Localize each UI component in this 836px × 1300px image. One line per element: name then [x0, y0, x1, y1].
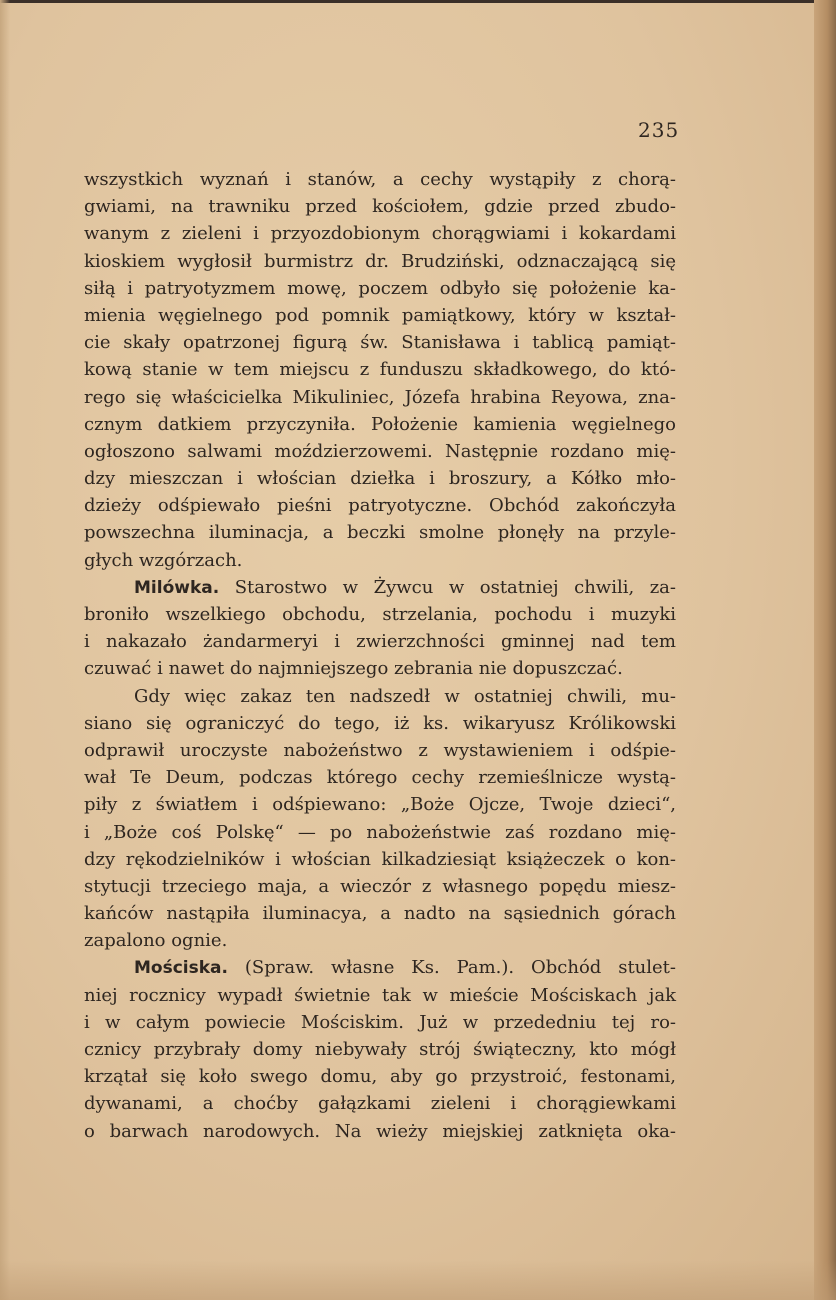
section-heading-mosciska: Mościska.: [134, 958, 228, 979]
page-left-shade: [0, 0, 10, 1300]
text-line: i „Boże coś Polskę“ — po nabożeństwie zaś rozdano mię-: [84, 821, 676, 843]
text-line: wanym z zieleni i przyozdobionym chorągwiami i kokardami: [84, 223, 676, 245]
text-line: siłą i patryotyzmem mowę, poczem odbyło się położenie ka-: [84, 277, 676, 299]
text-line: rego się właścicielka Mikuliniec, Józefa hrabina Reyowa, zna-: [84, 386, 676, 408]
page-bottom-shade: [0, 1260, 836, 1300]
text-line: Gdy więc zakaz ten nadszedł w ostatniej chwili, mu-: [134, 685, 676, 707]
text-line: o barwach narodowych. Na wieży miejskiej zatknięta oka-: [84, 1120, 676, 1142]
text-line: cie skały opatrzonej figurą św. Stanisława i tablicą pamiąt-: [84, 332, 676, 354]
text-line: [84, 954, 676, 981]
text-line: niej rocznicy wypadł świetnie tak w mieście Mościskach jak: [84, 984, 676, 1006]
text-line: [84, 574, 676, 601]
text-line: czuwać i nawet do najmniejszego zebrania nie dopuszczać.: [84, 658, 623, 680]
text-line: wał Te Deum, podczas którego cechy rzemieślnicze wystą-: [84, 767, 676, 789]
page-number: 235: [638, 118, 680, 142]
text-line: i nakazało żandarmeryi i zwierzchności gminnej nad tem: [84, 631, 676, 653]
section-heading-milowka: Milówka.: [134, 577, 220, 598]
text-line: dywanami, a choćby gałązkami zieleni i chorągiewkami: [84, 1093, 676, 1115]
text-line: kową stanie w tem miejscu z funduszu składkowego, do któ-: [84, 359, 676, 381]
text-line: odprawił uroczyste nabożeństwo z wystawieniem i odśpie-: [84, 739, 676, 761]
text-line: i w całym powiecie Mościskim. Już w przededniu tej ro-: [84, 1011, 676, 1033]
text-line: kioskiem wygłosił burmistrz dr. Brudziński, odznaczającą się: [84, 250, 676, 272]
page-right-edge: [814, 0, 836, 1300]
text-line: zapalono ognie.: [84, 930, 228, 952]
text-line: głych wzgórzach.: [84, 549, 243, 571]
text-line: dzy mieszczan i włościan dziełka i broszury, a Kółko mło-: [84, 468, 676, 490]
text-line: cznym datkiem przyczyniła. Położenie kamienia węgielnego: [84, 413, 676, 435]
text-line: dzieży odśpiewało pieśni patryotyczne. Obchód zakończyła: [84, 495, 676, 517]
text-line: dzy rękodzielników i włościan kilkadziesiąt książeczek o kon-: [84, 848, 676, 870]
text-line: wszystkich wyznań i stanów, a cechy wystąpiły z chorą-: [84, 169, 676, 190]
text-span: (Spraw. własne Ks. Pam.). Obchód stulet-: [244, 957, 676, 979]
text-line: mienia węgielnego pod pomnik pamiątkowy, który w kształ-: [84, 304, 676, 326]
text-line: siano się ograniczyć do tego, iż ks. wikaryusz Królikowski: [84, 712, 676, 734]
text-line: gwiami, na trawniku przed kościołem, gdzie przed zbudo-: [84, 196, 676, 218]
page-top-edge: [0, 0, 836, 3]
text-line: krzątał się koło swego domu, aby go przystroić, festonami,: [84, 1066, 676, 1088]
text-line: ogłoszono salwami moździerzowemi. Następnie rozdano mię-: [84, 440, 676, 462]
text-span: Starostwo w Żywcu w ostatniej chwili, za-: [234, 576, 676, 598]
text-line: powszechna iluminacja, a beczki smolne płonęły na przyle-: [84, 522, 676, 544]
text-line: cznicy przybrały domy niebywały strój świąteczny, kto mógł: [84, 1039, 676, 1060]
text-line: broniło wszelkiego obchodu, strzelania, pochodu i muzyki: [84, 604, 676, 625]
body-text: [84, 166, 676, 1145]
text-line: kańców nastąpiła iluminacya, a nadto na sąsiednich górach: [84, 903, 676, 925]
text-line: piły z światłem i odśpiewano: „Boże Ojcze, Twoje dzieci“,: [84, 794, 676, 816]
text-line: stytucji trzeciego maja, a wieczór z własnego popędu miesz-: [84, 875, 676, 897]
